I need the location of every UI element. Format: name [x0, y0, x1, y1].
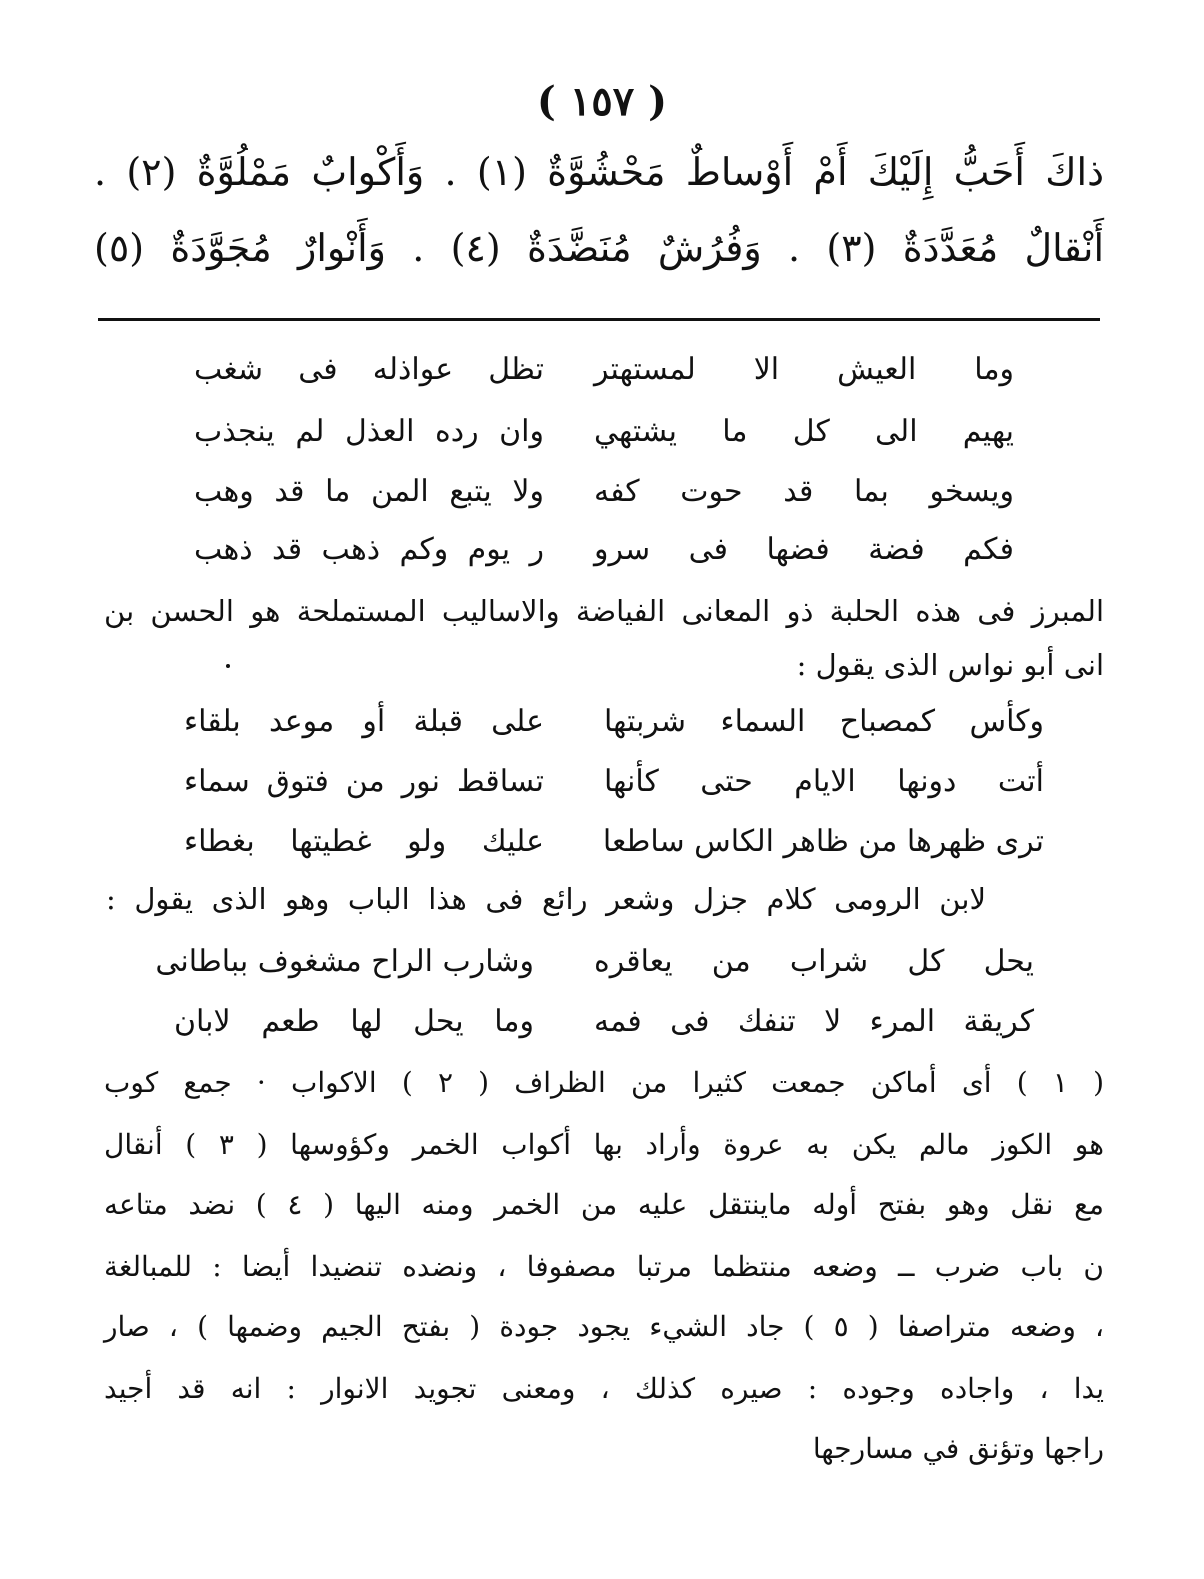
poem1-verse-3 — [194, 474, 1014, 524]
poem2-verse-3 — [184, 824, 1044, 874]
footnote-line: يدا ، واجاده وجوده : صيره كذلك ، ومعنى تجويد الانوار : انه قد أجيد — [104, 1372, 1104, 1405]
hemistich-first: ترى ظهرها من ظاهر الكاس ساطعا — [602, 824, 1044, 859]
footnote-line: مع نقل وهو بفتح أوله ماينتقل عليه من الخمر ومنه اليها ( ٤ ) نضد متاعه — [104, 1188, 1105, 1221]
footnote-line: راجها وتؤنق في مسارجها — [812, 1432, 1104, 1465]
footnote-line: هو الكوز مالم يكن به عروة وأراد بها أكواب الخمر وكؤوسها ( ٣ ) أنقال — [104, 1128, 1104, 1161]
header-line-1: ذاكَ أَحَبُّ إِلَيْكَ أَمْ أَوْساطٌ مَحْشُوَّةٌ (١) . وَأَكْوابٌ مَمْلُوَّةٌ (٢) . — [94, 150, 1105, 194]
prose-line: انى أبو نواس الذى يقول : — [796, 648, 1104, 682]
poem2-verse-2 — [184, 764, 1044, 814]
hemistich-second: عليك ولو غطيتها بغطاء — [184, 824, 544, 859]
hemistich-first: وكأس كمصباح السماء شربتها — [604, 704, 1044, 739]
poem2-verse-1 — [184, 704, 1044, 754]
prose-line: لابن الرومى كلام جزل وشعر رائع فى هذا الباب وهو الذى يقول : — [106, 882, 986, 916]
poem1-verse-4 — [194, 532, 1014, 582]
hemistich-second: وان رده العذل لم ينجذب — [194, 414, 544, 449]
footnote-line: ، وضعه متراصفا ( ٥ ) جاد الشيء يجود جودة ( بفتح الجيم وضمها ) ، صار — [104, 1310, 1104, 1343]
hemistich-first: وما العيش الا لمستهتر — [594, 352, 1014, 387]
poem1-verse-1 — [194, 352, 1014, 402]
stray-dot — [226, 664, 230, 668]
poem3-verse-2 — [174, 1004, 1034, 1054]
poem3-verse-1 — [155, 944, 1034, 994]
separator-rule — [98, 318, 1100, 321]
hemistich-second: تساقط نور من فتوق سماء — [184, 764, 544, 799]
hemistich-second: ر يوم وكم ذهب قد ذهب — [194, 532, 544, 567]
page-number: ( ١٥٧ ) — [536, 78, 668, 125]
header-line-2: أَنْقالٌ مُعَدَّدَةٌ (٣) . وَفُرُشٌ مُنَضَّدَةٌ (٤) . وَأَنْوارٌ مُجَوَّدَةٌ (٥) — [94, 226, 1105, 270]
footnote-line: ن باب ضرب ــ وضعه منتظما مرتبا مصفوفا ، ونضده تنضيدا أيضا : للمبالغة — [104, 1250, 1104, 1283]
hemistich-second: وما يحل لها طعم لابان — [174, 1004, 534, 1039]
hemistich-second: على قبلة أو موعد بلقاء — [184, 704, 544, 739]
prose-line: المبرز فى هذه الحلبة ذو المعانى الفياضة والاساليب المستملحة هو الحسن بن — [104, 594, 1104, 628]
hemistich-first: أتت دونها الايام حتى كأنها — [604, 764, 1044, 799]
hemistich-first: يهيم الى كل ما يشتهي — [594, 414, 1014, 449]
poem1-verse-2 — [194, 414, 1014, 464]
hemistich-first: ويسخو بما قد حوت كفه — [594, 474, 1014, 509]
hemistich-first: يحل كل شراب من يعاقره — [594, 944, 1034, 979]
hemistich-second: تظل عواذله فى شغب — [194, 352, 544, 387]
hemistich-first: كريقة المرء لا تنفك فى فمه — [594, 1004, 1034, 1039]
hemistich-second: ولا يتبع المن ما قد وهب — [194, 474, 544, 509]
footnote-line: ( ١ ) أى أماكن جمعت كثيرا من الظراف ( ٢ ) الاكواب · جمع كوب — [104, 1066, 1105, 1099]
hemistich-first: فكم فضة فضها فى سرو — [594, 532, 1014, 567]
hemistich-second: وشارب الراح مشغوف بباطانى — [155, 944, 534, 979]
